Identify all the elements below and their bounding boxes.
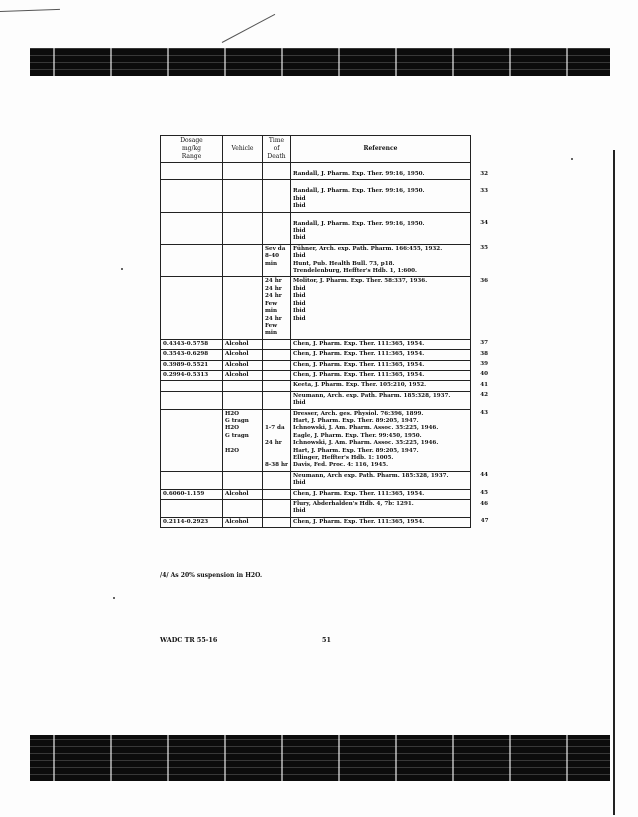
reference-cell: Molitor, J. Pharm. Exp. Ther. 58:337, 1936. Ibid Ibid Ibid Ibid Ibid bbox=[291, 277, 471, 339]
table-row bbox=[161, 381, 491, 391]
row-number: 44 bbox=[480, 472, 488, 479]
vehicle-cell bbox=[223, 212, 263, 244]
reference-cell: Keeta, J. Pharm. Exp. Ther. 105:210, 1952. bbox=[291, 381, 471, 391]
vehicle-cell bbox=[223, 500, 263, 518]
table-row bbox=[161, 277, 491, 339]
table-row bbox=[161, 350, 491, 360]
header-time: Time of Death bbox=[263, 136, 291, 163]
table-header-row bbox=[161, 136, 491, 163]
reference-cell: Chen, J. Pharm. Exp. Ther. 111:365, 1954. bbox=[291, 350, 471, 360]
row-number: 38 bbox=[480, 350, 488, 357]
dosage-cell bbox=[161, 409, 223, 471]
table-row bbox=[161, 244, 491, 277]
reference-cell: Randall, J. Pharm. Exp. Ther. 99:16, 1950. bbox=[291, 163, 471, 180]
time-cell bbox=[263, 500, 291, 518]
dosage-cell bbox=[161, 391, 223, 409]
scan-noise-band-bottom bbox=[30, 735, 610, 781]
table-row bbox=[161, 370, 491, 380]
row-number: 33 bbox=[480, 187, 488, 194]
row-number: 36 bbox=[480, 277, 488, 284]
scan-artifact-line bbox=[0, 9, 60, 12]
vehicle-cell: Alcohol bbox=[223, 339, 263, 349]
header-reference: Reference bbox=[291, 136, 471, 163]
row-number: 37 bbox=[480, 340, 488, 347]
dosage-cell bbox=[161, 180, 223, 212]
reference-cell: Flury, Abderhalden's Hdb. 4, 7b: 1291. Ibid bbox=[291, 500, 471, 518]
vehicle-cell bbox=[223, 244, 263, 277]
vehicle-cell bbox=[223, 391, 263, 409]
dosage-cell bbox=[161, 471, 223, 489]
vehicle-cell bbox=[223, 471, 263, 489]
scan-speck bbox=[113, 597, 115, 599]
scan-noise-band-top bbox=[30, 48, 610, 76]
vehicle-cell: H2O G tragn H2O G tragn H2O bbox=[223, 409, 263, 471]
time-cell bbox=[263, 180, 291, 212]
row-number: 43 bbox=[480, 410, 488, 417]
header-vehicle: Vehicle bbox=[223, 136, 263, 163]
scan-speck bbox=[571, 158, 573, 160]
dosage-cell bbox=[161, 381, 223, 391]
dosage-cell: 0.4343-0.5758 bbox=[161, 339, 223, 349]
time-cell bbox=[263, 471, 291, 489]
header-dosage: Dosage mg/kg Range bbox=[161, 136, 223, 163]
row-number: 39 bbox=[480, 361, 488, 368]
vehicle-cell bbox=[223, 180, 263, 212]
reference-cell: Randall, J. Pharm. Exp. Ther. 99:16, 1950. Ibid Ibid bbox=[291, 180, 471, 212]
dosage-cell: 0.6060-1.159 bbox=[161, 489, 223, 499]
reference-cell: Fühner, Arch. exp. Path. Pharm. 166:455, 1932. Ibid Hunt, Pub. Health Bull. 73, p18. Trendelenburg, Heffter's Hdb. 1, 1:600. bbox=[291, 244, 471, 277]
time-cell bbox=[263, 489, 291, 499]
dosage-cell bbox=[161, 244, 223, 277]
time-cell bbox=[263, 212, 291, 244]
row-number: 32 bbox=[480, 170, 488, 177]
scan-speck bbox=[121, 268, 123, 270]
time-cell bbox=[263, 163, 291, 180]
dosage-cell bbox=[161, 277, 223, 339]
dosage-cell bbox=[161, 163, 223, 180]
page-number: 51 bbox=[322, 636, 331, 644]
report-id: WADC TR 55-16 bbox=[160, 636, 218, 644]
row-number: 34 bbox=[480, 220, 488, 227]
reference-cell: Chen, J. Pharm. Exp. Ther. 111:365, 1954. bbox=[291, 339, 471, 349]
row-number: 42 bbox=[480, 392, 488, 399]
vehicle-cell bbox=[223, 277, 263, 339]
table-row bbox=[161, 500, 491, 518]
row-number: 41 bbox=[480, 381, 488, 388]
vehicle-cell bbox=[223, 163, 263, 180]
dosage-cell bbox=[161, 212, 223, 244]
vehicle-cell: Alcohol bbox=[223, 370, 263, 380]
dosage-cell bbox=[161, 500, 223, 518]
dosage-cell: 0.2994-0.5313 bbox=[161, 370, 223, 380]
table-row bbox=[161, 471, 491, 489]
time-cell bbox=[263, 391, 291, 409]
vehicle-cell bbox=[223, 381, 263, 391]
reference-cell: Chen, J. Pharm. Exp. Ther. 111:365, 1954. bbox=[291, 517, 471, 527]
header-num bbox=[471, 136, 491, 163]
row-number: 45 bbox=[480, 490, 488, 497]
time-cell: 24 hr 24 hr 24 hr Few min 24 hr Few min bbox=[263, 277, 291, 339]
table-row bbox=[161, 339, 491, 349]
table-row bbox=[161, 212, 491, 244]
time-cell bbox=[263, 381, 291, 391]
table-row bbox=[161, 360, 491, 370]
row-number: 40 bbox=[480, 371, 488, 378]
time-cell bbox=[263, 339, 291, 349]
table-row bbox=[161, 489, 491, 499]
row-number: 35 bbox=[480, 245, 488, 252]
dosage-cell: 0.3543-0.6298 bbox=[161, 350, 223, 360]
vehicle-cell: Alcohol bbox=[223, 350, 263, 360]
dosage-cell: 0.2114-0.2923 bbox=[161, 517, 223, 527]
table-row bbox=[161, 163, 491, 180]
time-cell bbox=[263, 360, 291, 370]
table-row bbox=[161, 391, 491, 409]
time-cell bbox=[263, 517, 291, 527]
reference-cell: Chen, J. Pharm. Exp. Ther. 111:365, 1954. bbox=[291, 370, 471, 380]
reference-cell: Chen, J. Pharm. Exp. Ther. 111:365, 1954. bbox=[291, 360, 471, 370]
reference-cell: Chen, J. Pharm. Exp. Ther. 111:365, 1954. bbox=[291, 489, 471, 499]
time-cell: 1-7 da 24 hr 8-38 hr bbox=[263, 409, 291, 471]
table-row bbox=[161, 409, 491, 471]
table-row bbox=[161, 517, 491, 527]
row-number: 46 bbox=[480, 500, 488, 507]
page-edge bbox=[613, 150, 615, 815]
footnote: /4/ As 20% suspension in H2O. bbox=[160, 572, 263, 579]
time-cell bbox=[263, 370, 291, 380]
table-row bbox=[161, 180, 491, 212]
reference-cell: Neumann, Arch exp. Path. Pharm. 185:328, 1937. Ibid bbox=[291, 471, 471, 489]
vehicle-cell: Alcohol bbox=[223, 517, 263, 527]
row-number: 47 bbox=[480, 518, 489, 525]
vehicle-cell: Alcohol bbox=[223, 360, 263, 370]
time-cell: Sev da 8-40 min bbox=[263, 244, 291, 277]
vehicle-cell: Alcohol bbox=[223, 489, 263, 499]
dosage-cell: 0.3989-0.5521 bbox=[161, 360, 223, 370]
scan-artifact-line bbox=[222, 14, 275, 43]
reference-cell: Neumann, Arch. exp. Path. Pharm. 185:328, 1937. Ibid bbox=[291, 391, 471, 409]
reference-cell: Randall, J. Pharm. Exp. Ther. 99:16, 1950. Ibid Ibid bbox=[291, 212, 471, 244]
reference-cell: Dresser, Arch. ges. Physiol. 76:396, 1899. Hart, J. Pharm. Exp. Ther. 89:205, 1947. Ichnowski, J. Am. Pharm. Assoc. 35:225, 1946. Eagle, J. Pharm. Exp. Ther. 99:450, 1950. Ichnowski, J. Am. Pharm. Assoc. 35:225, 1946. Hart, J. Pharm. Exp. Ther. 89:205, 1947. Ellinger, Heffter's Hdb. 1: 1005. Davis, Fed. Proc. 4: 116, 1945. bbox=[291, 409, 471, 471]
time-cell bbox=[263, 350, 291, 360]
reference-table bbox=[160, 135, 491, 528]
